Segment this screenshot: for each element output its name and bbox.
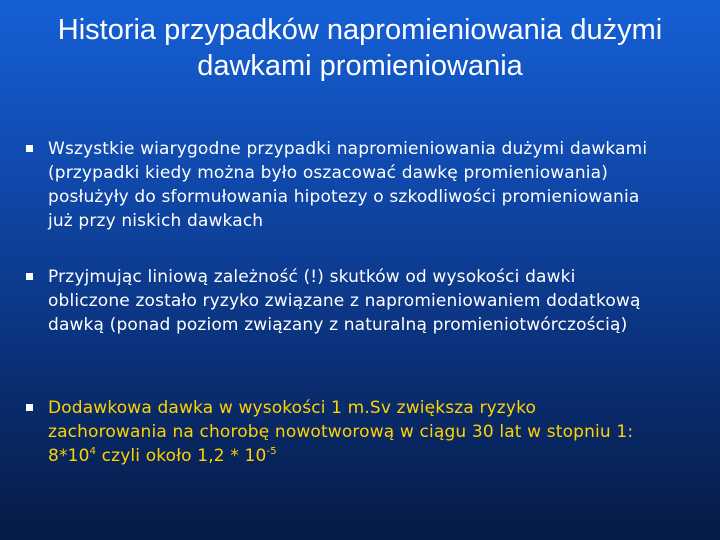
slide-title: Historia przypadków napromieniowania dużymi dawkami promieniowania: [57, 14, 663, 82]
square-bullet-icon: [26, 273, 33, 280]
square-bullet-icon: [26, 145, 33, 152]
bullet-text-part: czyli około 1,2 * 10: [96, 446, 267, 466]
bullet-text: Przyjmując liniową zależność (!) skutków od wysokości dawki obliczone zostało ryzyko związane z napromieniowaniem dodatkową dawką (ponad poziom związany z naturalną promieniotwórczością): [48, 267, 641, 335]
bullet-text-part: Dodawkowa dawka w wysokości 1 m.Sv zwiększa ryzyko zachorowania na chorobę nowotworową w ciągu 30 lat w stopniu 1: 8*10: [48, 398, 634, 466]
bullet-text: Wszystkie wiarygodne przypadki napromieniowania dużymi dawkami (przypadki kiedy można było oszacować dawkę promieniowania) posłużyły do sformułowania hipotezy o szkodliwości promieniowania już przy niskich dawkach: [48, 139, 648, 231]
square-bullet-icon: [26, 404, 33, 411]
bullet-text: [48, 396, 658, 468]
superscript-exponent: -5: [266, 446, 277, 457]
superscript-exponent: 4: [89, 446, 97, 457]
